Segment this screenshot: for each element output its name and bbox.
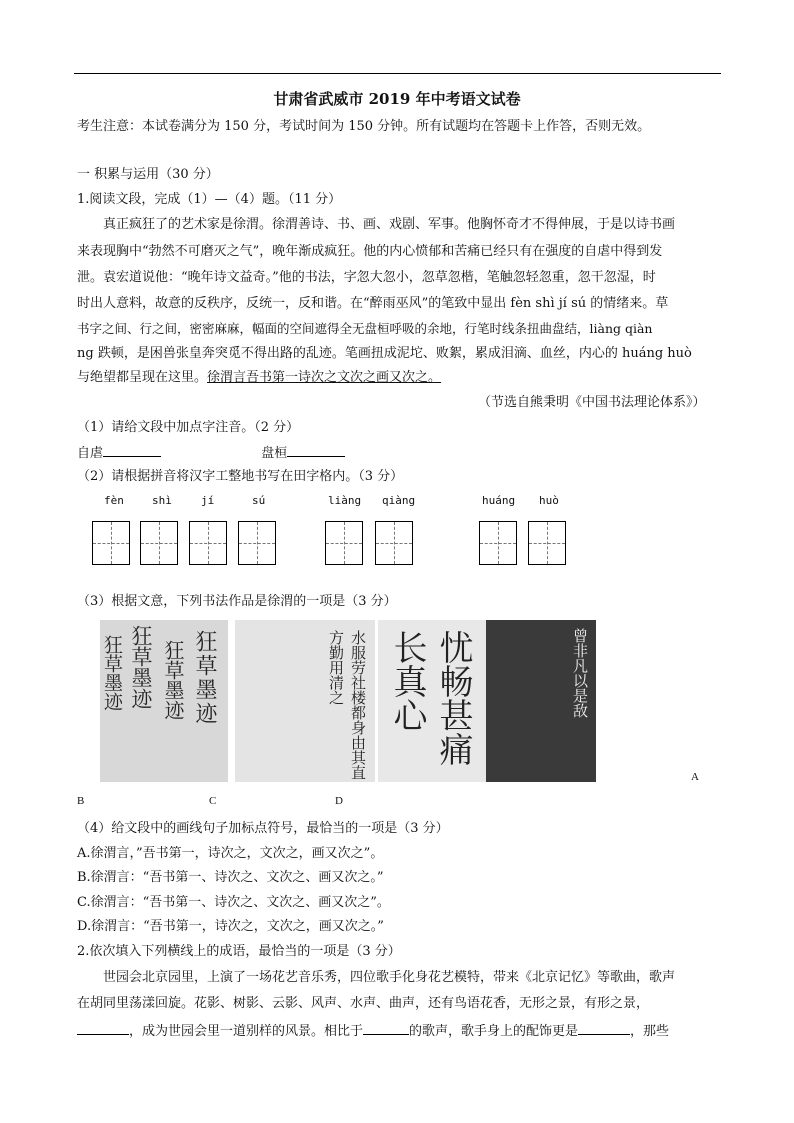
- word-zinue: 自虐: [77, 446, 104, 461]
- calligraphy-text: 狂草墨迹: [161, 640, 185, 720]
- word-panhuan: 盘桓: [261, 446, 288, 461]
- tianzige-box[interactable]: [92, 521, 130, 565]
- calligraphy-text: 狂草墨迹: [129, 625, 153, 709]
- tianzige-box[interactable]: [238, 521, 276, 565]
- passage-line: 真正疯狂了的艺术家是徐渭。徐渭善诗、书、画、戏剧、军事。他胸怀奇才不得伸展，于是以诗书画: [103, 217, 676, 232]
- fill-blank[interactable]: [363, 1021, 409, 1035]
- question-1-3: （3）根据文意，下列书法作品是徐渭的一项是（3 分）: [77, 594, 397, 609]
- pinyin-label: shì: [152, 494, 172, 507]
- passage-line: 书字之间、行之间，密密麻麻，幅面的空间遮得全无盘桓呼吸的余地，行笔时线条扭曲盘结，liàng qiàn: [77, 321, 653, 336]
- choice-c[interactable]: C.徐渭言：“吾书第一、诗次之、文次之、画又次之”。: [77, 895, 390, 910]
- passage-text: 与绝望都呈现在这里。: [77, 370, 208, 385]
- passage-line: ng 跌顿，是困兽张皇奔突觅不得出路的乱迹。笔画扭成泥坨、败絮，累成泪滴、血丝，内心的 huáng huò: [77, 346, 692, 361]
- question-1-2: （2）请根据拼音将汉字工整地书写在田字格内。（3 分）: [77, 469, 404, 484]
- pinyin-label: fèn: [104, 494, 124, 507]
- calligraphy-image-b: [100, 620, 228, 782]
- question-1-1: （1）请给文段中加点字注音。（2 分）: [77, 420, 300, 435]
- choice-b[interactable]: B.徐渭言：“吾书第一、诗次之、文次之、画又次之。”: [77, 870, 384, 885]
- question-2: 2.依次填入下列横线上的成语，最恰当的一项是（3 分）: [77, 944, 401, 959]
- pinyin-label: liàng: [328, 494, 362, 507]
- option-label-d: D: [335, 795, 343, 807]
- tianzige-box[interactable]: [325, 521, 363, 565]
- source-note: （节选自熊秉明《中国书法理论体系》）: [478, 395, 706, 410]
- pinyin-label: jí: [201, 494, 215, 507]
- pinyin-label: huáng: [482, 494, 516, 507]
- answer-blank[interactable]: [103, 443, 161, 457]
- answer-blank[interactable]: [287, 443, 345, 457]
- tianzige-box[interactable]: [189, 521, 227, 565]
- q2-text: 的歌声，歌手身上的配饰更是: [409, 1024, 579, 1039]
- underlined-sentence: 徐渭言吾书第一诗次之文次之画又次之。: [207, 370, 442, 385]
- passage-line-last: [77, 369, 441, 387]
- top-rule: [74, 73, 721, 74]
- q2-passage-line: 在胡同里荡漾回旋。花影、树影、云影、风声、水声、曲声，还有鸟语花香，无形之景，有形之景，: [77, 996, 650, 1011]
- calligraphy-text: 狂草墨迹: [192, 630, 217, 726]
- fill-blank[interactable]: [578, 1021, 630, 1035]
- option-label-c: C: [209, 795, 217, 807]
- pinyin-label: huò: [539, 494, 559, 507]
- q2-passage-line: [77, 1021, 669, 1041]
- tianzige-box[interactable]: [479, 521, 517, 565]
- choice-a[interactable]: A.徐渭言，”吾书第一，诗次之，文次之，画又次之”。: [77, 846, 384, 861]
- calligraphy-text: 曾非凡以是敌: [571, 628, 589, 718]
- calligraphy-image-a: [486, 620, 596, 782]
- q2-text: ，那些: [630, 1024, 670, 1039]
- tianzige-box[interactable]: [375, 521, 413, 565]
- choice-d[interactable]: D.徐渭言：“吾书第一，诗次之，文次之，画又次之。”: [77, 919, 384, 934]
- tianzige-box[interactable]: [528, 521, 566, 565]
- question-1-4: （4）给文段中的画线句子加标点符号，最恰当的一项是（3 分）: [77, 821, 449, 836]
- pinyin-label: qiàng: [382, 494, 416, 507]
- page-title: 甘肃省武威市 2019 年中考语文试卷: [273, 90, 521, 108]
- pinyin-answer-row: [77, 443, 345, 463]
- tianzige-box[interactable]: [140, 521, 178, 565]
- question-1: 1.阅读文段，完成（1）—（4）题。（11 分）: [77, 192, 342, 207]
- option-label-a: A: [691, 771, 699, 783]
- calligraphy-image-d: [378, 620, 486, 782]
- calligraphy-text: 狂草墨迹: [101, 635, 123, 711]
- section-heading: 一 积累与运用（30 分）: [77, 167, 219, 182]
- calligraphy-text: 忧畅甚痛长真心: [387, 630, 473, 766]
- fill-blank[interactable]: [77, 1021, 129, 1035]
- exam-notice: 考生注意：本试卷满分为 150 分，考试时间为 150 分钟。所有试题均在答题卡上作答，否则无效。: [77, 119, 651, 134]
- pinyin-label: sú: [252, 494, 266, 507]
- option-label-b: B: [77, 795, 85, 807]
- q2-passage-line: 世园会北京园里，上演了一场花艺音乐秀，四位歌手化身花艺模特，带来《北京记忆》等歌曲，歌声: [103, 970, 676, 985]
- passage-line: 来表现胸中“勃然不可磨灭之气”，晚年渐成疯狂。他的内心愤郁和苦痛已经只有在强度的自虐中得到发: [77, 244, 663, 259]
- passage-line: 时出人意料，故意的反秩序，反统一，反和谐。在“醉雨巫风”的笔致中显出 fèn shì jí sú 的情绪来。草: [77, 296, 669, 311]
- passage-line: 泄。袁宏道说他：“晚年诗文益奇。”他的书法，字忽大忽小，忽草忽楷，笔触忽轻忽重，忽干忽湿，时: [77, 270, 656, 285]
- q2-text: ，成为世园会里一道别样的风景。相比于: [129, 1024, 364, 1039]
- calligraphy-image-c: [235, 620, 375, 782]
- calligraphy-text: 水服劳社楼都身由其直方勤用清之: [327, 630, 367, 780]
